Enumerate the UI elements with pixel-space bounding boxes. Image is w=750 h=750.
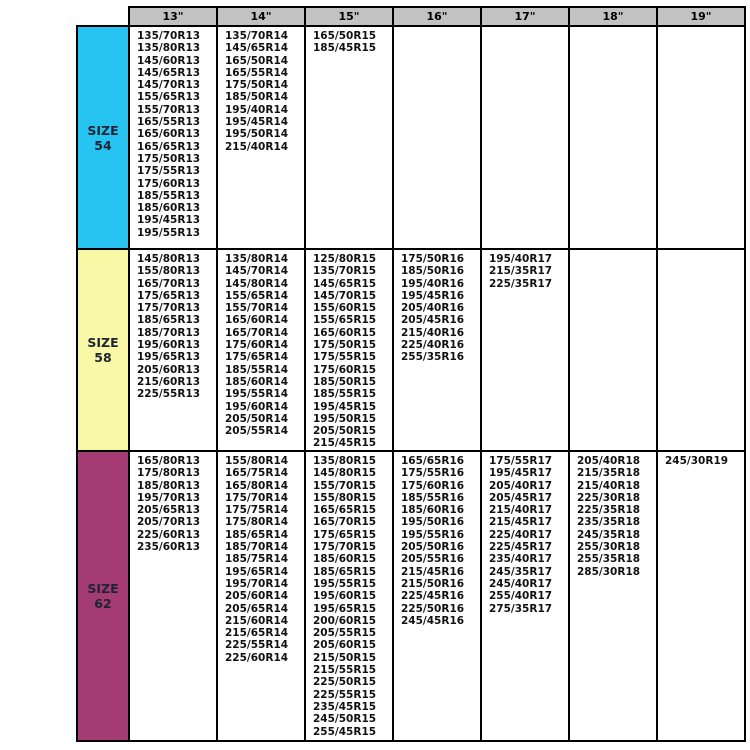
tire-size-item: 175/55R15 [313, 351, 377, 364]
tire-size-item: 245/35R17 [489, 565, 553, 578]
column-header: 13" [130, 8, 216, 25]
column-header: 16" [394, 8, 480, 25]
tire-size-cell [130, 452, 216, 740]
tire-size-item: 155/65R15 [313, 314, 377, 327]
tire-size-item: 175/70R15 [313, 541, 377, 554]
tire-size-item: 255/45R15 [313, 725, 377, 738]
tire-size-item: 195/55R15 [313, 577, 377, 590]
tire-size-item: 155/60R15 [313, 302, 377, 315]
tire-size-cell [394, 452, 480, 740]
tire-size-cell [306, 27, 392, 248]
tire-size-item: 255/35R18 [577, 553, 641, 566]
row-group-label [78, 250, 128, 450]
tire-size-item: 225/40R17 [489, 528, 553, 541]
tire-size-cell [218, 27, 304, 248]
tire-size-item: 225/60R14 [225, 651, 289, 664]
tire-size-item: 205/55R14 [225, 425, 289, 438]
tire-size-cell [570, 452, 656, 740]
tire-size-item: 175/50R15 [313, 339, 377, 352]
tire-size-item: 145/60R13 [137, 54, 201, 67]
tire-size-item: 165/55R14 [225, 66, 289, 79]
tire-size-item: 175/65R13 [137, 289, 201, 302]
tire-size-item: 215/45R15 [313, 437, 377, 450]
tire-size-item: 155/65R13 [137, 91, 201, 104]
tire-size-item: 225/55R15 [313, 688, 377, 701]
tire-size-item: 195/50R14 [225, 128, 289, 141]
tire-size-item: 165/50R14 [225, 54, 289, 67]
tire-size-item: 185/65R15 [313, 565, 377, 578]
tire-size-item: 185/55R16 [401, 491, 465, 504]
column-header: 15" [306, 8, 392, 25]
tire-size-item: 175/60R13 [137, 177, 201, 190]
tire-size-item: 215/40R18 [577, 479, 641, 492]
tire-size-item: 205/40R17 [489, 479, 553, 492]
tire-size-item: 200/60R15 [313, 614, 377, 627]
tire-size-item: 165/70R15 [313, 516, 377, 529]
tire-size-cell [482, 452, 568, 740]
tire-size-item: 195/45R15 [313, 400, 377, 413]
tire-size-item: 215/50R16 [401, 577, 465, 590]
tire-size-item: 145/80R13 [137, 253, 201, 265]
tire-size-item: 205/70R13 [137, 516, 201, 529]
tire-size-item: 195/40R14 [225, 103, 289, 116]
tire-size-item: 205/55R16 [401, 553, 465, 566]
tire-size-item: 155/80R15 [313, 491, 377, 504]
tire-size-item: 195/55R16 [401, 528, 465, 541]
tire-size-item: 145/80R15 [313, 467, 377, 480]
tire-size-item: 215/35R18 [577, 467, 641, 480]
tire-size-item: 185/55R15 [313, 388, 377, 401]
tire-size-item: 195/55R13 [137, 226, 201, 239]
tire-size-cell [218, 452, 304, 740]
tire-size-item: 195/45R17 [489, 467, 553, 480]
tire-size-item: 215/50R15 [313, 651, 377, 664]
tire-size-cell [394, 27, 480, 248]
tire-size-item: 175/55R13 [137, 165, 201, 178]
tire-size-item: 155/70R13 [137, 103, 201, 116]
tire-size-item: 185/50R15 [313, 375, 377, 388]
tire-size-cell [306, 452, 392, 740]
tire-size-item: 205/50R14 [225, 412, 289, 425]
column-header: 19" [658, 8, 744, 25]
tire-size-cell [306, 250, 392, 450]
tire-size-item: 195/60R14 [225, 400, 289, 413]
tire-size-item: 155/70R15 [313, 479, 377, 492]
tire-size-item: 175/80R13 [137, 467, 201, 480]
tire-size-item: 175/70R14 [225, 491, 289, 504]
tire-size-item: 225/40R16 [401, 339, 465, 352]
tire-size-item: 165/80R13 [137, 455, 201, 467]
tire-size-item: 155/80R14 [225, 455, 289, 467]
tire-size-item: 155/70R14 [225, 302, 289, 315]
tire-size-item: 225/45R16 [401, 590, 465, 603]
tire-size-item: 145/70R14 [225, 265, 289, 278]
column-header: 14" [218, 8, 304, 25]
tire-size-item: 175/50R14 [225, 79, 289, 92]
tire-size-item: 195/65R13 [137, 351, 201, 364]
tire-size-item: 195/50R15 [313, 412, 377, 425]
tire-size-item: 225/50R16 [401, 602, 465, 615]
row-group-label-line: 58 [94, 350, 112, 365]
tire-size-item: 225/35R18 [577, 504, 641, 517]
tire-size-item: 135/80R15 [313, 455, 377, 467]
tire-size-item: 225/45R17 [489, 541, 553, 554]
tire-size-cell [218, 250, 304, 450]
tire-size-item: 215/40R14 [225, 140, 289, 153]
tire-size-item: 215/60R14 [225, 614, 289, 627]
tire-size-item: 165/80R14 [225, 479, 289, 492]
tire-size-item: 225/55R13 [137, 388, 201, 401]
tire-size-item: 175/80R14 [225, 516, 289, 529]
tire-size-item: 225/55R14 [225, 639, 289, 652]
tire-size-item: 165/55R13 [137, 116, 201, 129]
tire-size-item: 185/50R16 [401, 265, 465, 278]
tire-size-cell [130, 250, 216, 450]
tire-size-item: 235/40R17 [489, 553, 553, 566]
tire-size-item: 185/50R14 [225, 91, 289, 104]
tire-size-item: 175/70R13 [137, 302, 201, 315]
tire-size-cell [570, 250, 656, 450]
tire-size-item: 185/60R16 [401, 504, 465, 517]
tire-size-item: 205/45R17 [489, 491, 553, 504]
tire-size-item: 145/70R15 [313, 289, 377, 302]
tire-size-item: 195/70R14 [225, 577, 289, 590]
tire-size-item: 285/30R18 [577, 565, 641, 578]
tire-size-item: 185/65R14 [225, 528, 289, 541]
tire-size-item: 195/40R17 [489, 253, 553, 265]
tire-size-item: 215/45R16 [401, 565, 465, 578]
tire-size-item: 205/65R14 [225, 602, 289, 615]
tire-size-item: 155/65R14 [225, 289, 289, 302]
tire-size-item: 165/60R15 [313, 326, 377, 339]
tire-size-item: 205/45R16 [401, 314, 465, 327]
tire-size-item: 195/60R15 [313, 590, 377, 603]
tire-size-item: 235/60R13 [137, 541, 201, 554]
tire-size-item: 195/45R14 [225, 116, 289, 129]
tire-size-item: 225/60R13 [137, 528, 201, 541]
row-group-label [78, 27, 128, 248]
tire-size-item: 195/55R14 [225, 388, 289, 401]
row-group-label-line: SIZE [87, 335, 119, 350]
tire-size-cell [658, 27, 744, 248]
tire-size-item: 175/55R17 [489, 455, 553, 467]
tire-size-item: 205/60R14 [225, 590, 289, 603]
tire-size-item: 225/50R15 [313, 676, 377, 689]
tire-size-item: 175/65R15 [313, 528, 377, 541]
tire-size-item: 175/65R14 [225, 351, 289, 364]
tire-size-item: 195/65R15 [313, 602, 377, 615]
tire-size-item: 215/40R16 [401, 326, 465, 339]
tire-size-item: 175/55R16 [401, 467, 465, 480]
column-header: 18" [570, 8, 656, 25]
tire-size-item: 255/40R17 [489, 590, 553, 603]
tire-size-item: 215/65R14 [225, 627, 289, 640]
tire-size-item: 175/60R14 [225, 339, 289, 352]
tire-size-item: 275/35R17 [489, 602, 553, 615]
tire-size-cell [570, 27, 656, 248]
tire-size-item: 195/50R16 [401, 516, 465, 529]
tire-size-cell [658, 452, 744, 740]
tire-size-item: 225/30R18 [577, 491, 641, 504]
tire-size-item: 205/40R18 [577, 455, 641, 467]
tire-size-item: 205/50R16 [401, 541, 465, 554]
tire-size-cell [482, 27, 568, 248]
tire-size-item: 145/65R15 [313, 277, 377, 290]
tire-size-item: 145/65R13 [137, 66, 201, 79]
tire-size-item: 195/45R16 [401, 289, 465, 302]
tire-size-item: 245/50R15 [313, 713, 377, 726]
tire-size-chart-table [76, 6, 746, 742]
corner-mask-top [76, 6, 128, 8]
tire-size-item: 185/60R13 [137, 202, 201, 215]
tire-size-item: 255/30R18 [577, 541, 641, 554]
tire-size-item: 165/75R14 [225, 467, 289, 480]
tire-size-item: 165/65R13 [137, 140, 201, 153]
corner-cell [78, 8, 128, 25]
tire-size-item: 185/80R13 [137, 479, 201, 492]
tire-size-item: 135/80R14 [225, 253, 289, 265]
tire-size-item: 145/80R14 [225, 277, 289, 290]
tire-size-item: 245/30R19 [665, 455, 729, 467]
tire-size-item: 215/45R17 [489, 516, 553, 529]
tire-size-item: 185/70R13 [137, 326, 201, 339]
tire-size-item: 175/75R14 [225, 504, 289, 517]
tire-size-item: 135/70R15 [313, 265, 377, 278]
tire-size-item: 185/55R13 [137, 189, 201, 202]
tire-size-item: 205/50R15 [313, 425, 377, 438]
corner-mask-left [76, 6, 78, 25]
tire-size-item: 245/40R17 [489, 577, 553, 590]
tire-size-item: 185/60R15 [313, 553, 377, 566]
tire-size-item: 165/65R16 [401, 455, 465, 467]
tire-size-item: 165/60R14 [225, 314, 289, 327]
column-header: 17" [482, 8, 568, 25]
tire-size-item: 195/45R13 [137, 214, 201, 227]
tire-size-item: 205/40R16 [401, 302, 465, 315]
tire-size-item: 175/50R16 [401, 253, 465, 265]
tire-size-cell [482, 250, 568, 450]
row-group-label-line: 62 [94, 596, 112, 611]
tire-size-item: 205/60R13 [137, 363, 201, 376]
tire-size-item: 175/60R15 [313, 363, 377, 376]
row-group-label-line: 54 [94, 137, 112, 153]
tire-size-item: 215/55R15 [313, 664, 377, 677]
tire-size-item: 205/65R13 [137, 504, 201, 517]
tire-size-item: 215/60R13 [137, 375, 201, 388]
tire-size-item: 255/35R16 [401, 351, 465, 364]
row-group-label-line: SIZE [87, 122, 119, 138]
tire-size-item: 185/65R13 [137, 314, 201, 327]
tire-size-cell [130, 27, 216, 248]
tire-size-item: 175/50R13 [137, 152, 201, 165]
tire-size-item: 185/45R15 [313, 42, 377, 55]
tire-size-item: 155/80R13 [137, 265, 201, 278]
tire-size-item: 125/80R15 [313, 253, 377, 265]
tire-size-item: 215/35R17 [489, 265, 553, 278]
row-group-label-line: SIZE [87, 581, 119, 596]
tire-size-item: 195/70R13 [137, 491, 201, 504]
tire-size-item: 195/40R16 [401, 277, 465, 290]
tire-size-item: 165/65R15 [313, 504, 377, 517]
tire-size-item: 195/65R14 [225, 565, 289, 578]
tire-size-item: 225/35R17 [489, 277, 553, 290]
tire-size-item: 215/40R17 [489, 504, 553, 517]
tire-size-item: 165/50R15 [313, 30, 377, 42]
tire-size-item: 235/45R15 [313, 700, 377, 713]
tire-size-cell [394, 250, 480, 450]
tire-size-cell [658, 250, 744, 450]
tire-size-item: 185/55R14 [225, 363, 289, 376]
tire-size-item: 165/70R14 [225, 326, 289, 339]
row-group-label [78, 452, 128, 740]
tire-size-item: 195/60R13 [137, 339, 201, 352]
tire-size-item: 165/70R13 [137, 277, 201, 290]
tire-size-item: 245/35R18 [577, 528, 641, 541]
tire-size-item: 135/80R13 [137, 42, 201, 55]
tire-size-item: 205/60R15 [313, 639, 377, 652]
tire-size-item: 165/60R13 [137, 128, 201, 141]
tire-size-item: 145/65R14 [225, 42, 289, 55]
tire-size-item: 135/70R13 [137, 30, 201, 42]
tire-size-item: 205/55R15 [313, 627, 377, 640]
tire-size-item: 145/70R13 [137, 79, 201, 92]
tire-size-item: 185/75R14 [225, 553, 289, 566]
tire-size-item: 185/60R14 [225, 375, 289, 388]
tire-size-item: 235/35R18 [577, 516, 641, 529]
tire-size-item: 175/60R16 [401, 479, 465, 492]
tire-size-item: 135/70R14 [225, 30, 289, 42]
tire-size-item: 185/70R14 [225, 541, 289, 554]
tire-size-item: 245/45R16 [401, 614, 465, 627]
